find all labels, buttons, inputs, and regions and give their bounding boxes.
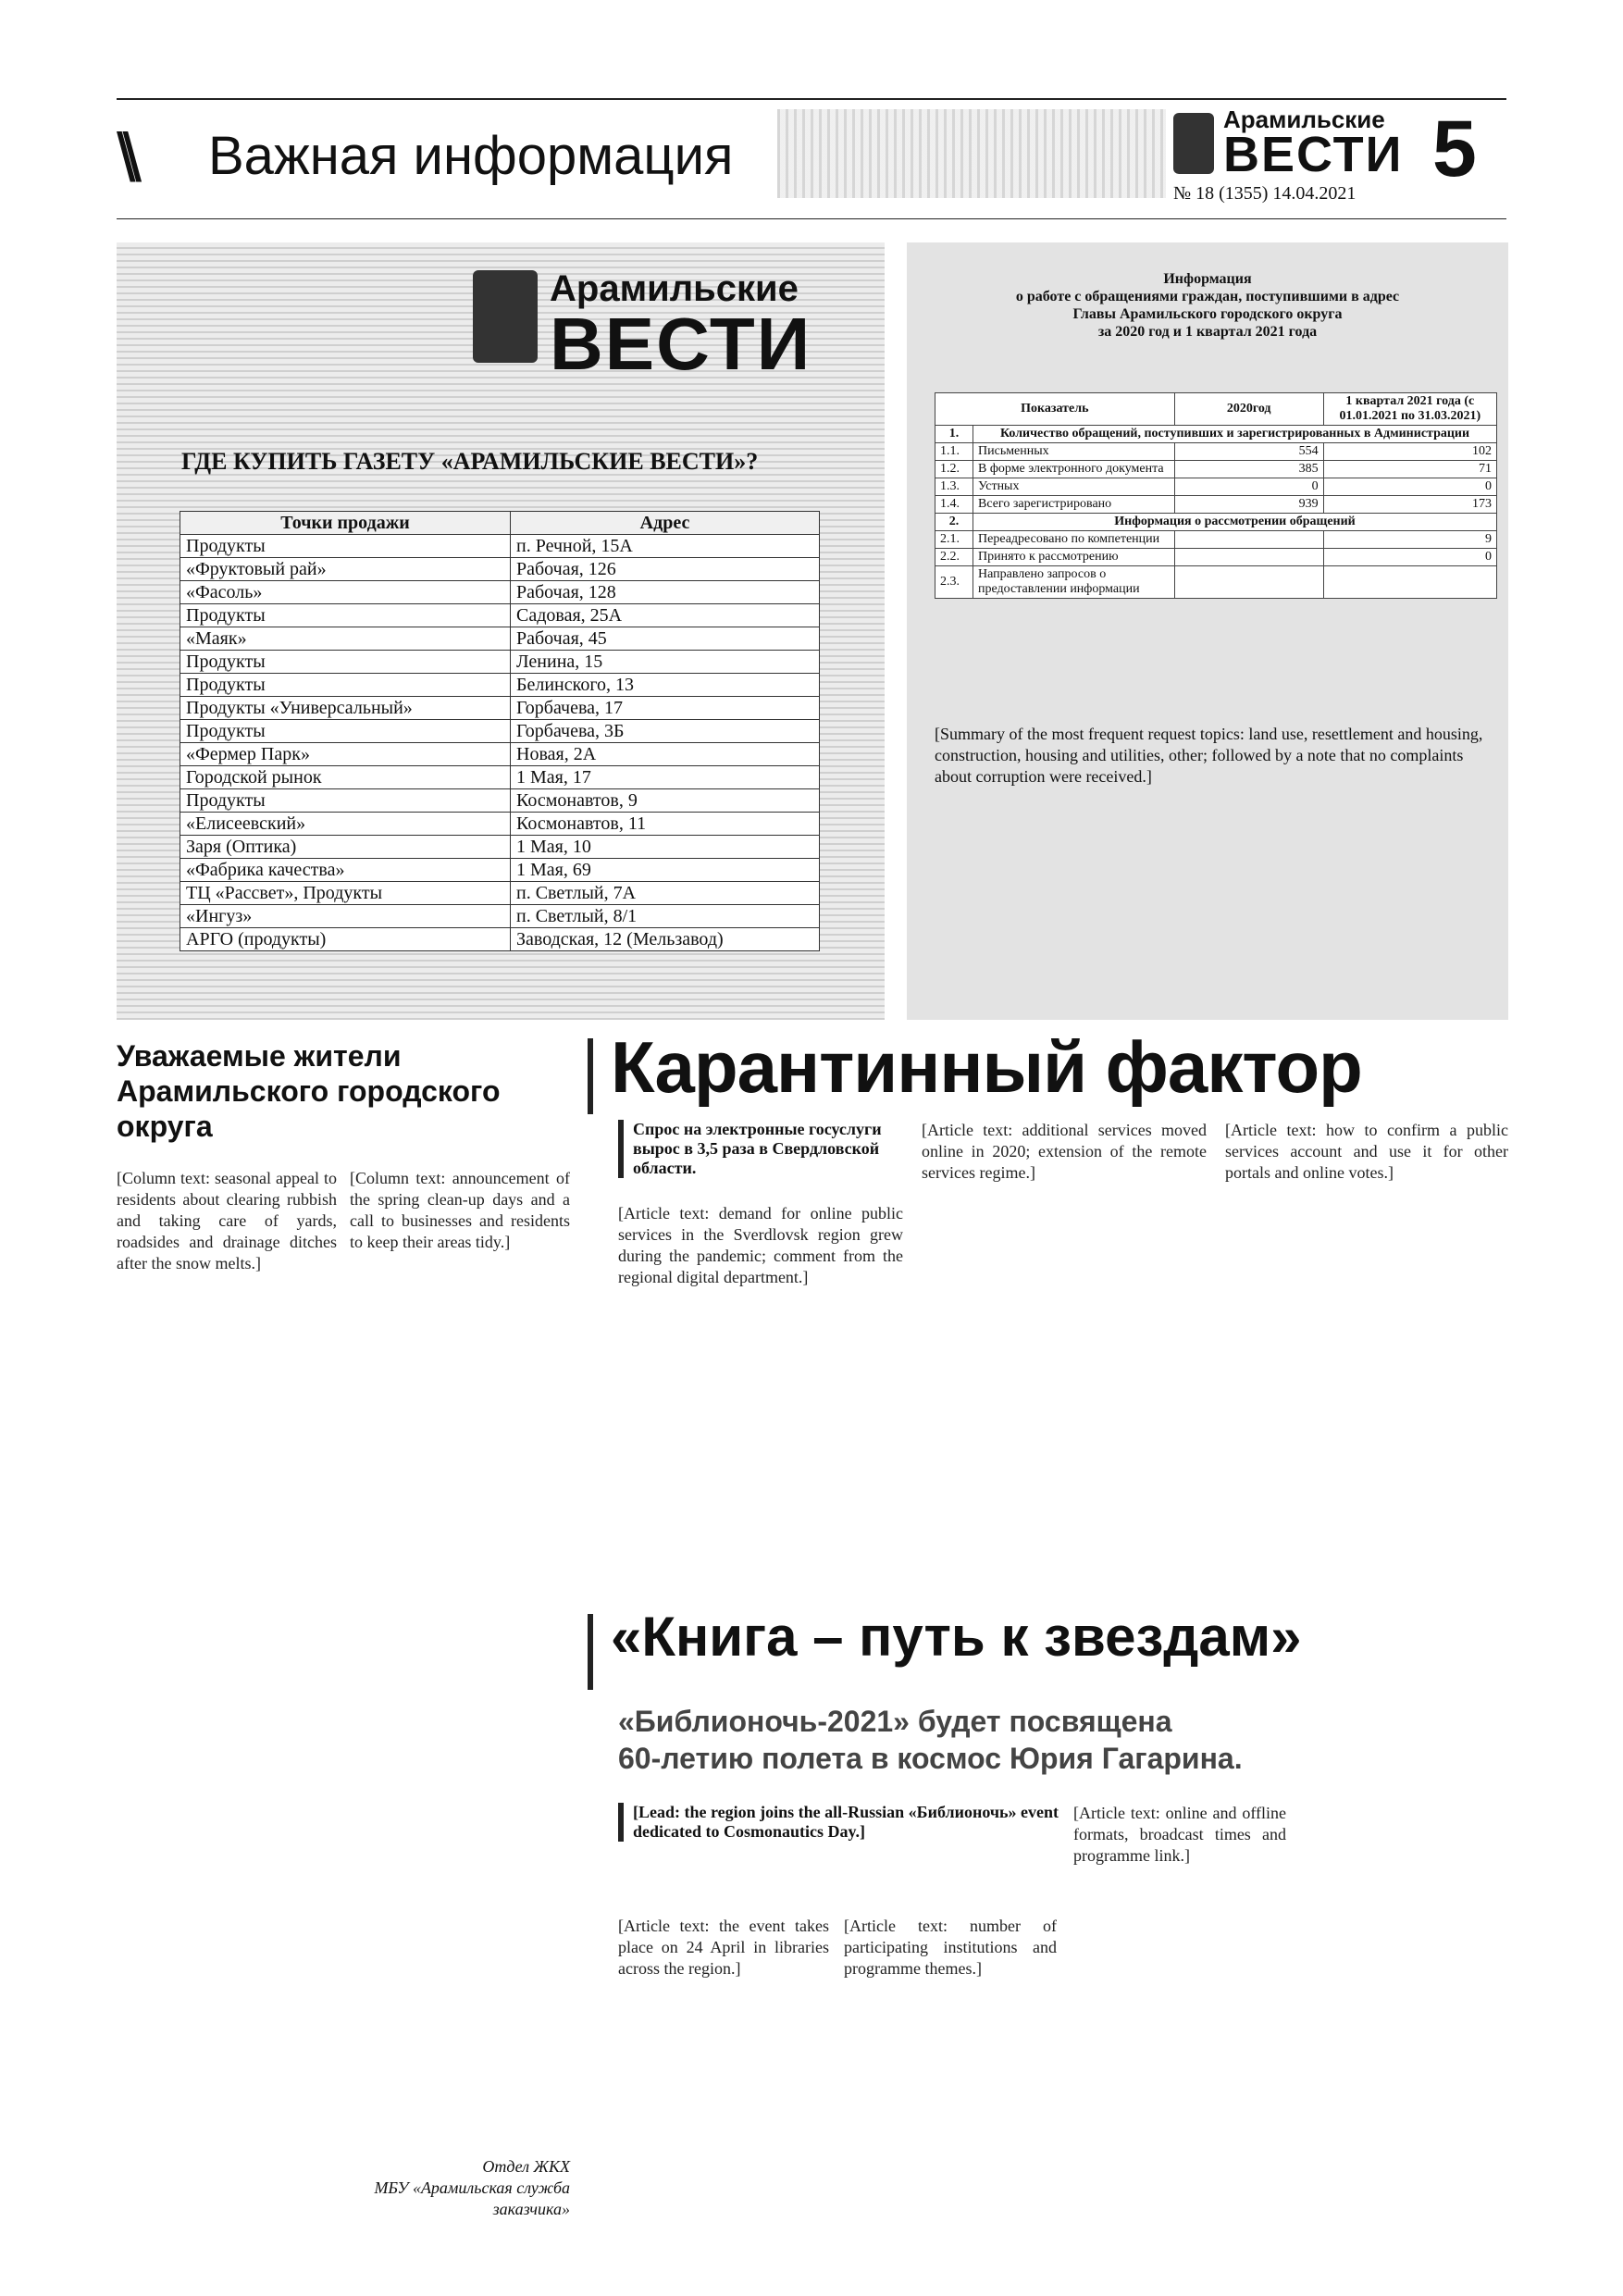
quarantine-title: Карантинный фактор <box>611 1026 1362 1108</box>
sales-point-address: п. Светлый, 7А <box>511 882 820 905</box>
sales-point-address: Рабочая, 126 <box>511 558 820 581</box>
sales-points-table <box>180 511 820 951</box>
quarantine-column-3: [Article text: how to confirm a public services account and use it for other portals and online votes.] <box>1225 1121 1508 1182</box>
stat-row <box>935 496 1497 514</box>
stat-section-2 <box>935 514 1497 531</box>
value-2020 <box>1174 531 1323 549</box>
book-column-1: [Article text: the event takes place on 24 April in libraries across the region.] <box>618 1917 829 1978</box>
stat-row <box>935 478 1497 496</box>
promo-coat-of-arms-icon <box>473 270 538 363</box>
value-q1-2021: 71 <box>1323 461 1496 478</box>
row-number: 2.3. <box>935 566 973 599</box>
sales-point-row <box>180 627 820 651</box>
sales-point-row <box>180 859 820 882</box>
value-2020: 554 <box>1174 443 1323 461</box>
page-number: 5 <box>1432 105 1477 193</box>
sales-point-name: Продукты <box>180 674 511 697</box>
row-number: 1.1. <box>935 443 973 461</box>
row-label: Переадресовано по компетенции <box>973 531 1175 549</box>
promo-heading: ГДЕ КУПИТЬ ГАЗЕТУ «АРАМИЛЬСКИЕ ВЕСТИ»? <box>181 448 759 475</box>
quarantine-column-1: [Article text: demand for online public services in the Sverdlovsk region grew during the pandemic; comment from the regional digital department.] <box>618 1204 903 1286</box>
sales-point-name: «Фабрика качества» <box>180 859 511 882</box>
value-2020 <box>1174 566 1323 599</box>
section-slashes-icon: \\ <box>117 119 130 196</box>
sales-point-address: 1 Мая, 10 <box>511 836 820 859</box>
quarantine-title-bar <box>588 1038 593 1114</box>
appeals-info-panel <box>907 242 1508 1020</box>
row-label: Направлено запросов о предоставлении информации <box>973 566 1175 599</box>
sales-point-name: «Маяк» <box>180 627 511 651</box>
section-number: 2. <box>935 514 973 531</box>
appeals-table <box>935 392 1497 599</box>
sales-point-row <box>180 558 820 581</box>
masthead-top: Арамильские <box>1223 105 1385 133</box>
row-number: 2.1. <box>935 531 973 549</box>
appeal-title: Уважаемые жители Арамильского городского округа <box>117 1039 501 1143</box>
sales-point-address: п. Светлый, 8/1 <box>511 905 820 928</box>
value-2020: 939 <box>1174 496 1323 514</box>
sales-point-row <box>180 697 820 720</box>
newspaper-promo-panel <box>117 242 885 1020</box>
appeal-signature-1: Отдел ЖКХ <box>482 2157 570 2176</box>
sales-point-row <box>180 836 820 859</box>
stat-row <box>935 461 1497 478</box>
section-title: Важная информация <box>208 126 734 186</box>
sales-point-row <box>180 535 820 558</box>
stat-row <box>935 549 1497 566</box>
sales-point-name: Продукты <box>180 651 511 674</box>
book-column-2: [Article text: number of participating institutions and programme themes.] <box>844 1917 1057 1978</box>
value-q1-2021: 0 <box>1323 549 1496 566</box>
stats-note: [Summary of the most frequent request topics: land use, resettlement and housing, construction, housing and utilities, other; followed by a note that no complaints about corruption were received.] <box>935 725 1483 786</box>
stat-section-1 <box>935 426 1497 443</box>
row-label: Письменных <box>973 443 1175 461</box>
sales-point-name: Городской рынок <box>180 766 511 789</box>
book-subtitle-1: «Библионочь-2021» будет посвящена <box>618 1705 1172 1738</box>
sales-point-address: Ленина, 15 <box>511 651 820 674</box>
promo-masthead-top: Арамильские <box>550 268 799 309</box>
sales-point-name: Продукты <box>180 535 511 558</box>
appeal-column-1: [Column text: seasonal appeal to residents about clearing rubbish and taking care of yards, roadsides and drainage ditches after the snow melts.] <box>117 1169 337 1272</box>
sales-point-address: Рабочая, 45 <box>511 627 820 651</box>
col-2020: 2020год <box>1174 393 1323 426</box>
book-lead: [Lead: the region joins the all-Russian «Библионочь» event dedicated to Cosmonautics Day.] <box>618 1803 1073 1842</box>
sales-point-name: «Елисеевский» <box>180 813 511 836</box>
col-point: Точки продажи <box>180 512 511 535</box>
header-town-photo <box>777 109 1166 198</box>
sales-point-name: Продукты <box>180 720 511 743</box>
row-label: В форме электронного документа <box>973 461 1175 478</box>
sales-point-address: Космонавтов, 9 <box>511 789 820 813</box>
book-column-3: [Article text: online and offline formats, broadcast times and programme link.] <box>1073 1804 1286 1865</box>
stat-row <box>935 443 1497 461</box>
stats-title-3: Главы Арамильского городского округа <box>1072 306 1343 322</box>
sales-point-address: 1 Мая, 17 <box>511 766 820 789</box>
sales-point-row <box>180 604 820 627</box>
sales-point-name: Продукты <box>180 604 511 627</box>
sales-point-name: Заря (Оптика) <box>180 836 511 859</box>
quarantine-lead: Спрос на электронные госуслуги вырос в 3,5 раза в Свердловской области. <box>618 1120 911 1178</box>
sales-point-row <box>180 720 820 743</box>
issue-line: № 18 (1355) 14.04.2021 <box>1173 183 1357 204</box>
row-number: 1.2. <box>935 461 973 478</box>
value-q1-2021: 102 <box>1323 443 1496 461</box>
col-q1-2021: 1 квартал 2021 года (с 01.01.2021 по 31.03.2021) <box>1323 393 1496 426</box>
value-q1-2021: 173 <box>1323 496 1496 514</box>
book-subtitle-2: 60-летию полета в космос Юрия Гагарина. <box>618 1742 1243 1775</box>
sales-point-address: п. Речной, 15А <box>511 535 820 558</box>
value-2020: 385 <box>1174 461 1323 478</box>
sales-point-name: АРГО (продукты) <box>180 928 511 951</box>
sales-point-address: Новая, 2А <box>511 743 820 766</box>
sales-point-row <box>180 905 820 928</box>
row-label: Всего зарегистрировано <box>973 496 1175 514</box>
sales-point-address: Садовая, 25А <box>511 604 820 627</box>
sales-point-row <box>180 581 820 604</box>
appeal-signature-2: МБУ «Арамильская служба заказчика» <box>374 2178 570 2218</box>
sales-point-address: Рабочая, 128 <box>511 581 820 604</box>
masthead-bottom: ВЕСТИ <box>1223 127 1404 182</box>
sales-point-row <box>180 743 820 766</box>
sales-point-name: «Фруктовый рай» <box>180 558 511 581</box>
sales-point-name: ТЦ «Рассвет», Продукты <box>180 882 511 905</box>
value-2020: 0 <box>1174 478 1323 496</box>
value-2020 <box>1174 549 1323 566</box>
sales-point-address: 1 Мая, 69 <box>511 859 820 882</box>
value-q1-2021 <box>1323 566 1496 599</box>
col-indicator: Показатель <box>935 393 1175 426</box>
sales-point-row <box>180 813 820 836</box>
sales-point-row <box>180 789 820 813</box>
quarantine-column-2: [Article text: additional services moved online in 2020; extension of the remote services regime.] <box>922 1121 1207 1182</box>
sales-point-row <box>180 674 820 697</box>
section-number: 1. <box>935 426 973 443</box>
value-q1-2021: 9 <box>1323 531 1496 549</box>
book-title: «Книга – путь к звездам» <box>611 1606 1302 1668</box>
sales-point-row <box>180 882 820 905</box>
sales-point-name: «Ингуз» <box>180 905 511 928</box>
sales-point-name: Продукты «Универсальный» <box>180 697 511 720</box>
row-label: Устных <box>973 478 1175 496</box>
appeal-column-2: [Column text: announcement of the spring clean-up days and a call to businesses and residents to keep their areas tidy.] <box>350 1169 570 1251</box>
row-number: 1.4. <box>935 496 973 514</box>
sales-point-row <box>180 928 820 951</box>
section-label: Количество обращений, поступивших и зарегистрированных в Администрации <box>973 426 1497 443</box>
stats-title-1: Информация <box>1163 271 1252 287</box>
sales-point-address: Горбачева, 17 <box>511 697 820 720</box>
top-rule <box>117 98 1506 100</box>
promo-masthead-bottom: ВЕСТИ <box>550 303 812 385</box>
stats-title-2: о работе с обращениями граждан, поступившими в адрес <box>1015 289 1400 304</box>
sales-point-name: «Фермер Парк» <box>180 743 511 766</box>
row-number: 1.3. <box>935 478 973 496</box>
coat-of-arms-icon <box>1173 113 1214 174</box>
section-label: Информация о рассмотрении обращений <box>973 514 1497 531</box>
sales-point-name: Продукты <box>180 789 511 813</box>
stats-title-4: за 2020 год и 1 квартал 2021 года <box>1097 324 1318 340</box>
stat-row <box>935 566 1497 599</box>
sales-point-address: Белинского, 13 <box>511 674 820 697</box>
sales-point-row <box>180 651 820 674</box>
row-label: Принято к рассмотрению <box>973 549 1175 566</box>
sales-point-address: Заводская, 12 (Мельзавод) <box>511 928 820 951</box>
row-number: 2.2. <box>935 549 973 566</box>
sales-point-name: «Фасоль» <box>180 581 511 604</box>
header-bottom-rule <box>117 218 1506 219</box>
sales-point-row <box>180 766 820 789</box>
stat-row <box>935 531 1497 549</box>
sales-point-address: Горбачева, 3Б <box>511 720 820 743</box>
sales-point-address: Космонавтов, 11 <box>511 813 820 836</box>
value-q1-2021: 0 <box>1323 478 1496 496</box>
book-title-bar <box>588 1614 593 1690</box>
col-address: Адрес <box>511 512 820 535</box>
